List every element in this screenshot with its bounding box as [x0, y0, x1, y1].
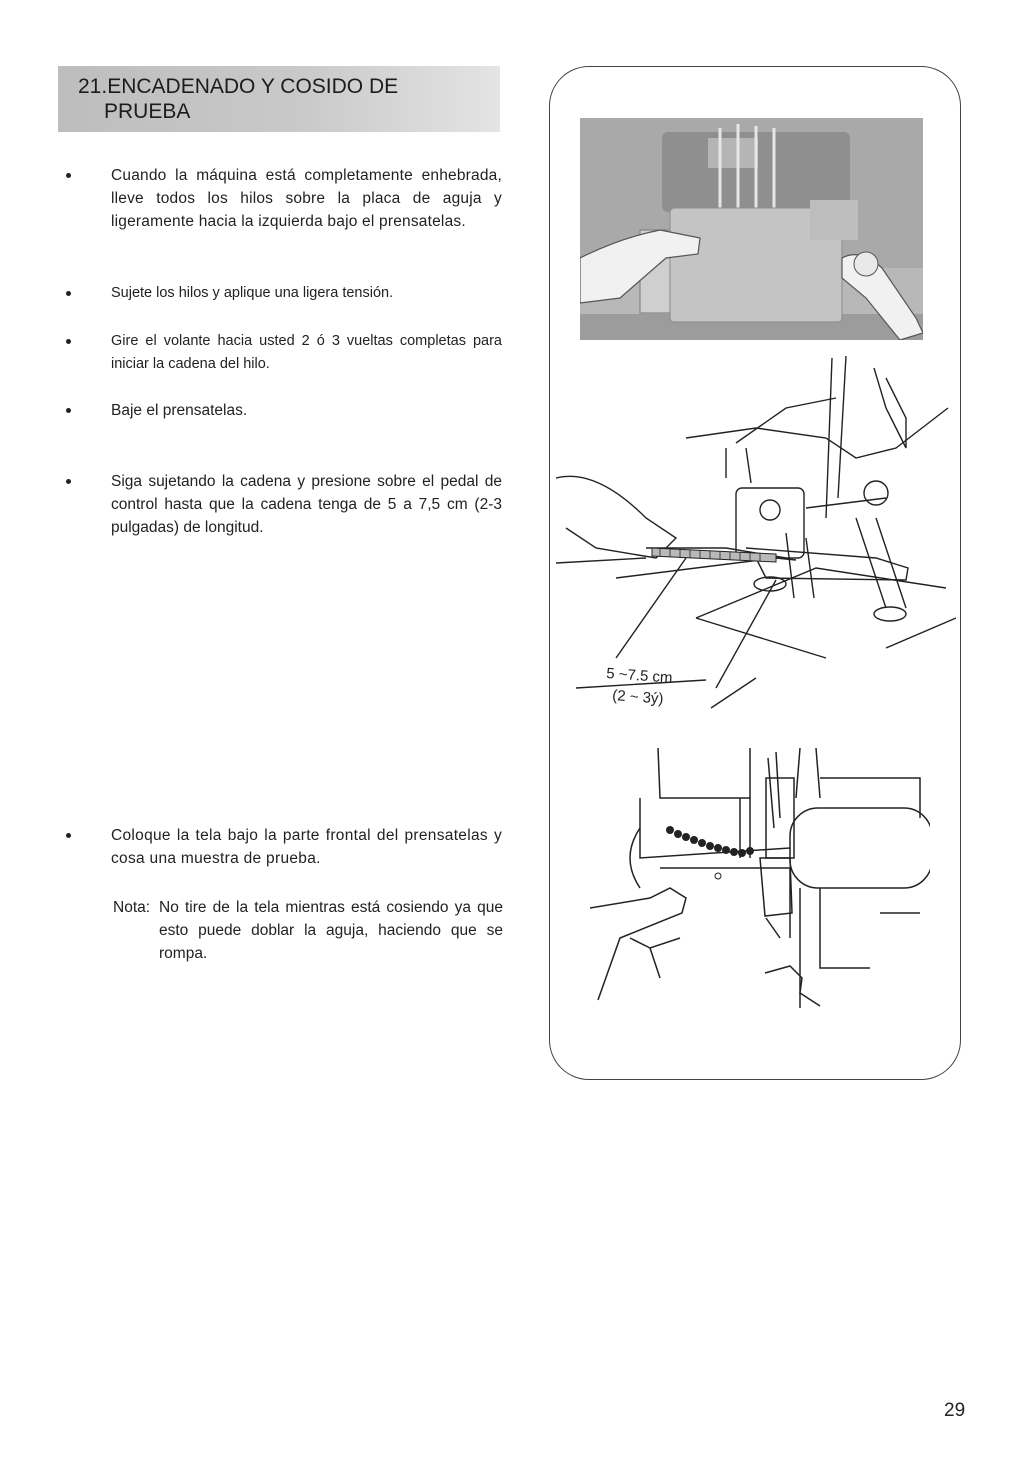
section-heading [58, 66, 500, 132]
step-text: Siga sujetando la cadena y presione sobre el pedal de control hasta que la cadena tenga de 5 a 7,5 cm (2-3 pulgadas) de longitud. [111, 473, 502, 536]
serger-photo [580, 118, 923, 340]
step-item [66, 470, 502, 539]
note [113, 896, 503, 965]
step-item [66, 330, 502, 376]
section-title-line1: 21.ENCADENADO Y COSIDO DE [78, 75, 399, 98]
bullet-icon [66, 408, 71, 413]
step-item [66, 282, 502, 305]
step-text: Coloque la tela bajo la parte frontal del prensatelas y cosa una muestra de prueba. [111, 827, 502, 867]
page-number: 29 [944, 1400, 966, 1421]
chain-length-metric: 5 ~7.5 cm [605, 665, 674, 687]
step-item [66, 824, 502, 870]
step-text: Gire el volante hacia usted 2 ó 3 vueltas completas para iniciar la cadena del hilo. [111, 333, 502, 372]
test-sample-illustration [590, 738, 930, 1008]
bullet-icon [66, 339, 71, 344]
chain-stitch-illustration [556, 348, 956, 720]
step-text: Cuando la máquina está completamente enhebrada, lleve todos los hilos sobre la placa de aguja y ligeramente hacia la izquierda bajo el prensatelas. [111, 167, 502, 230]
note-text: No tire de la tela mientras está cosiendo ya que esto puede doblar la aguja, haciendo que se rompa. [159, 899, 503, 962]
section-title-line2: PRUEBA [104, 100, 191, 123]
chain-length-imperial: (2 ~ 3ý) [611, 687, 665, 708]
step-item [66, 399, 502, 422]
note-label: Nota: [113, 899, 151, 916]
step-text: Sujete los hilos y aplique una ligera tensión. [111, 285, 394, 301]
step-text: Baje el prensatelas. [111, 402, 248, 419]
step-item [66, 164, 502, 233]
bullet-icon [66, 173, 71, 178]
bullet-icon [66, 833, 71, 838]
bullet-icon [66, 291, 71, 296]
bullet-icon [66, 479, 71, 484]
